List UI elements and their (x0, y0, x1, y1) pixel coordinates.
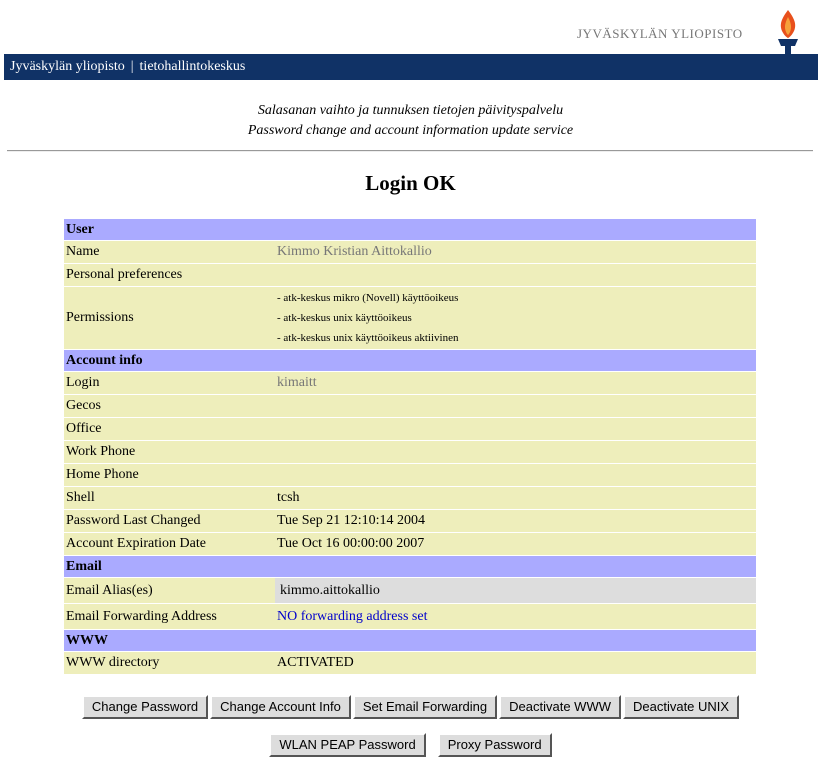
gecos-value (275, 395, 756, 417)
table-row (64, 372, 756, 394)
nav-link-university[interactable]: Jyväskylän yliopisto (10, 59, 125, 74)
table-row (64, 487, 756, 509)
email-alias-label: Email Alias(es) (64, 578, 275, 603)
section-header-user: User (64, 219, 756, 240)
permissions-label: Permissions (64, 287, 275, 349)
deactivate-www-button[interactable]: Deactivate WWW (499, 695, 621, 719)
table-row (64, 652, 756, 674)
table-row (64, 441, 756, 463)
home-phone-value (275, 464, 756, 486)
section-header-www: WWW (64, 630, 756, 651)
name-value: Kimmo Kristian Aittokallio (275, 241, 756, 263)
service-subtitle (0, 101, 821, 141)
section-header-account-info: Account info (64, 350, 756, 371)
table-row (64, 464, 756, 486)
nav-link-department[interactable]: tietohallintokeskus (139, 59, 246, 74)
proxy-password-button[interactable]: Proxy Password (438, 733, 552, 757)
shell-value: tcsh (275, 487, 756, 509)
email-forwarding-link[interactable]: NO forwarding address set (277, 608, 428, 624)
table-row (64, 287, 756, 349)
change-password-button[interactable]: Change Password (82, 695, 208, 719)
name-label: Name (64, 241, 275, 263)
home-phone-label: Home Phone (64, 464, 275, 486)
section-header-email: Email (64, 556, 756, 577)
nav-separator: | (130, 59, 134, 74)
shell-label: Shell (64, 487, 275, 509)
action-buttons-row-2 (0, 733, 821, 757)
www-directory-value: ACTIVATED (275, 652, 756, 674)
permission-item: - atk-keskus mikro (Novell) käyttöoikeus (277, 292, 459, 304)
horizontal-divider (7, 150, 813, 152)
table-row (64, 264, 756, 286)
page-title: Login OK (365, 171, 456, 195)
account-expiration-label: Account Expiration Date (64, 533, 275, 555)
email-forwarding-cell (275, 604, 756, 629)
www-directory-label: WWW directory (64, 652, 275, 674)
email-forwarding-label: Email Forwarding Address (64, 604, 275, 629)
university-brand-text: JYVÄSKYLÄN YLIOPISTO (577, 26, 743, 41)
table-row (64, 510, 756, 532)
login-value: kimaitt (275, 372, 756, 394)
subtitle-english: Password change and account information update service (247, 123, 574, 138)
personal-preferences-value (275, 264, 756, 286)
office-label: Office (64, 418, 275, 440)
personal-preferences-label: Personal preferences (64, 264, 275, 286)
table-row (64, 241, 756, 263)
permission-item: - atk-keskus unix käyttöoikeus (277, 312, 412, 324)
login-label: Login (64, 372, 275, 394)
table-row (64, 578, 756, 603)
permission-item: - atk-keskus unix käyttöoikeus aktiivinen (277, 332, 459, 344)
work-phone-label: Work Phone (64, 441, 275, 463)
table-row (64, 395, 756, 417)
table-row (64, 418, 756, 440)
password-last-changed-label: Password Last Changed (64, 510, 275, 532)
account-expiration-value: Tue Oct 16 00:00:00 2007 (275, 533, 756, 555)
account-info-table (64, 218, 756, 675)
password-last-changed-value: Tue Sep 21 12:10:14 2004 (275, 510, 756, 532)
set-email-forwarding-button[interactable]: Set Email Forwarding (353, 695, 497, 719)
wlan-peap-password-button[interactable]: WLAN PEAP Password (269, 733, 425, 757)
change-account-info-button[interactable]: Change Account Info (210, 695, 351, 719)
deactivate-unix-button[interactable]: Deactivate UNIX (623, 695, 739, 719)
email-alias-value: kimmo.aittokallio (275, 578, 756, 603)
gecos-label: Gecos (64, 395, 275, 417)
action-buttons-row-1 (0, 695, 821, 719)
work-phone-value (275, 441, 756, 463)
table-row (64, 604, 756, 629)
office-value (275, 418, 756, 440)
subtitle-finnish: Salasanan vaihto ja tunnuksen tietojen päivityspalvelu (257, 103, 564, 118)
top-navigation-bar (4, 54, 818, 80)
table-row (64, 533, 756, 555)
permissions-list (275, 287, 756, 349)
